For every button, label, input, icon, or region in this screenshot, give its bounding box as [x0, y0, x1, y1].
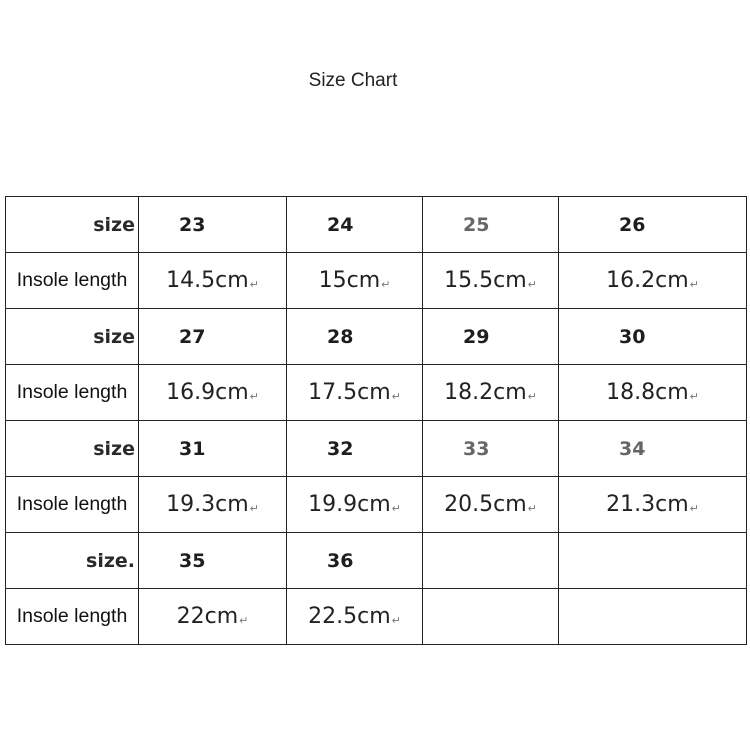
insole-row — [6, 365, 747, 421]
insole-length-value: 16.9cm↵ — [139, 365, 287, 421]
return-mark-icon: ↵ — [391, 502, 401, 515]
size-value: 33 — [423, 421, 559, 477]
size-value: 26 — [559, 197, 747, 253]
chart-title: Size Chart — [308, 70, 398, 91]
size-value: 32 — [287, 421, 423, 477]
insole-length-value: 21.3cm↵ — [559, 477, 747, 533]
return-mark-icon: ↵ — [239, 614, 249, 627]
insole-length-value: 20.5cm↵ — [423, 477, 559, 533]
return-mark-icon: ↵ — [249, 390, 259, 403]
size-value: 25 — [423, 197, 559, 253]
insole-length-value: 14.5cm↵ — [139, 253, 287, 309]
size-value: 35 — [139, 533, 287, 589]
return-mark-icon: ↵ — [391, 614, 401, 627]
insole-length-label: Insole length — [6, 365, 139, 421]
size-row-label: size. — [6, 533, 139, 589]
size-row — [6, 533, 747, 589]
size-value: 34 — [559, 421, 747, 477]
insole-length-value: 22cm↵ — [139, 589, 287, 645]
empty-cell — [423, 589, 559, 645]
insole-length-label: Insole length — [6, 589, 139, 645]
return-mark-icon: ↵ — [527, 278, 537, 291]
size-chart-table — [5, 196, 747, 645]
return-mark-icon: ↵ — [689, 502, 699, 515]
insole-length-value: 15cm↵ — [287, 253, 423, 309]
insole-length-value: 19.3cm↵ — [139, 477, 287, 533]
return-mark-icon: ↵ — [527, 390, 537, 403]
size-value: 29 — [423, 309, 559, 365]
empty-cell — [423, 533, 559, 589]
insole-length-value: 22.5cm↵ — [287, 589, 423, 645]
size-row-label: size — [6, 197, 139, 253]
empty-cell — [559, 533, 747, 589]
insole-row — [6, 589, 747, 645]
size-value: 36 — [287, 533, 423, 589]
insole-length-value: 17.5cm↵ — [287, 365, 423, 421]
size-row — [6, 197, 747, 253]
size-value: 31 — [139, 421, 287, 477]
size-value: 24 — [287, 197, 423, 253]
size-value: 28 — [287, 309, 423, 365]
empty-cell — [559, 589, 747, 645]
insole-length-value: 18.2cm↵ — [423, 365, 559, 421]
size-value: 30 — [559, 309, 747, 365]
insole-length-value: 16.2cm↵ — [559, 253, 747, 309]
return-mark-icon: ↵ — [527, 502, 537, 515]
insole-row — [6, 477, 747, 533]
size-row — [6, 309, 747, 365]
return-mark-icon: ↵ — [249, 502, 259, 515]
size-value: 23 — [139, 197, 287, 253]
size-row-label: size — [6, 421, 139, 477]
insole-length-label: Insole length — [6, 253, 139, 309]
return-mark-icon: ↵ — [391, 390, 401, 403]
insole-length-label: Insole length — [6, 477, 139, 533]
insole-length-value: 19.9cm↵ — [287, 477, 423, 533]
return-mark-icon: ↵ — [249, 278, 259, 291]
return-mark-icon: ↵ — [689, 278, 699, 291]
return-mark-icon: ↵ — [381, 278, 391, 291]
insole-row — [6, 253, 747, 309]
return-mark-icon: ↵ — [689, 390, 699, 403]
insole-length-value: 18.8cm↵ — [559, 365, 747, 421]
size-row — [6, 421, 747, 477]
size-row-label: size — [6, 309, 139, 365]
size-value: 27 — [139, 309, 287, 365]
insole-length-value: 15.5cm↵ — [423, 253, 559, 309]
